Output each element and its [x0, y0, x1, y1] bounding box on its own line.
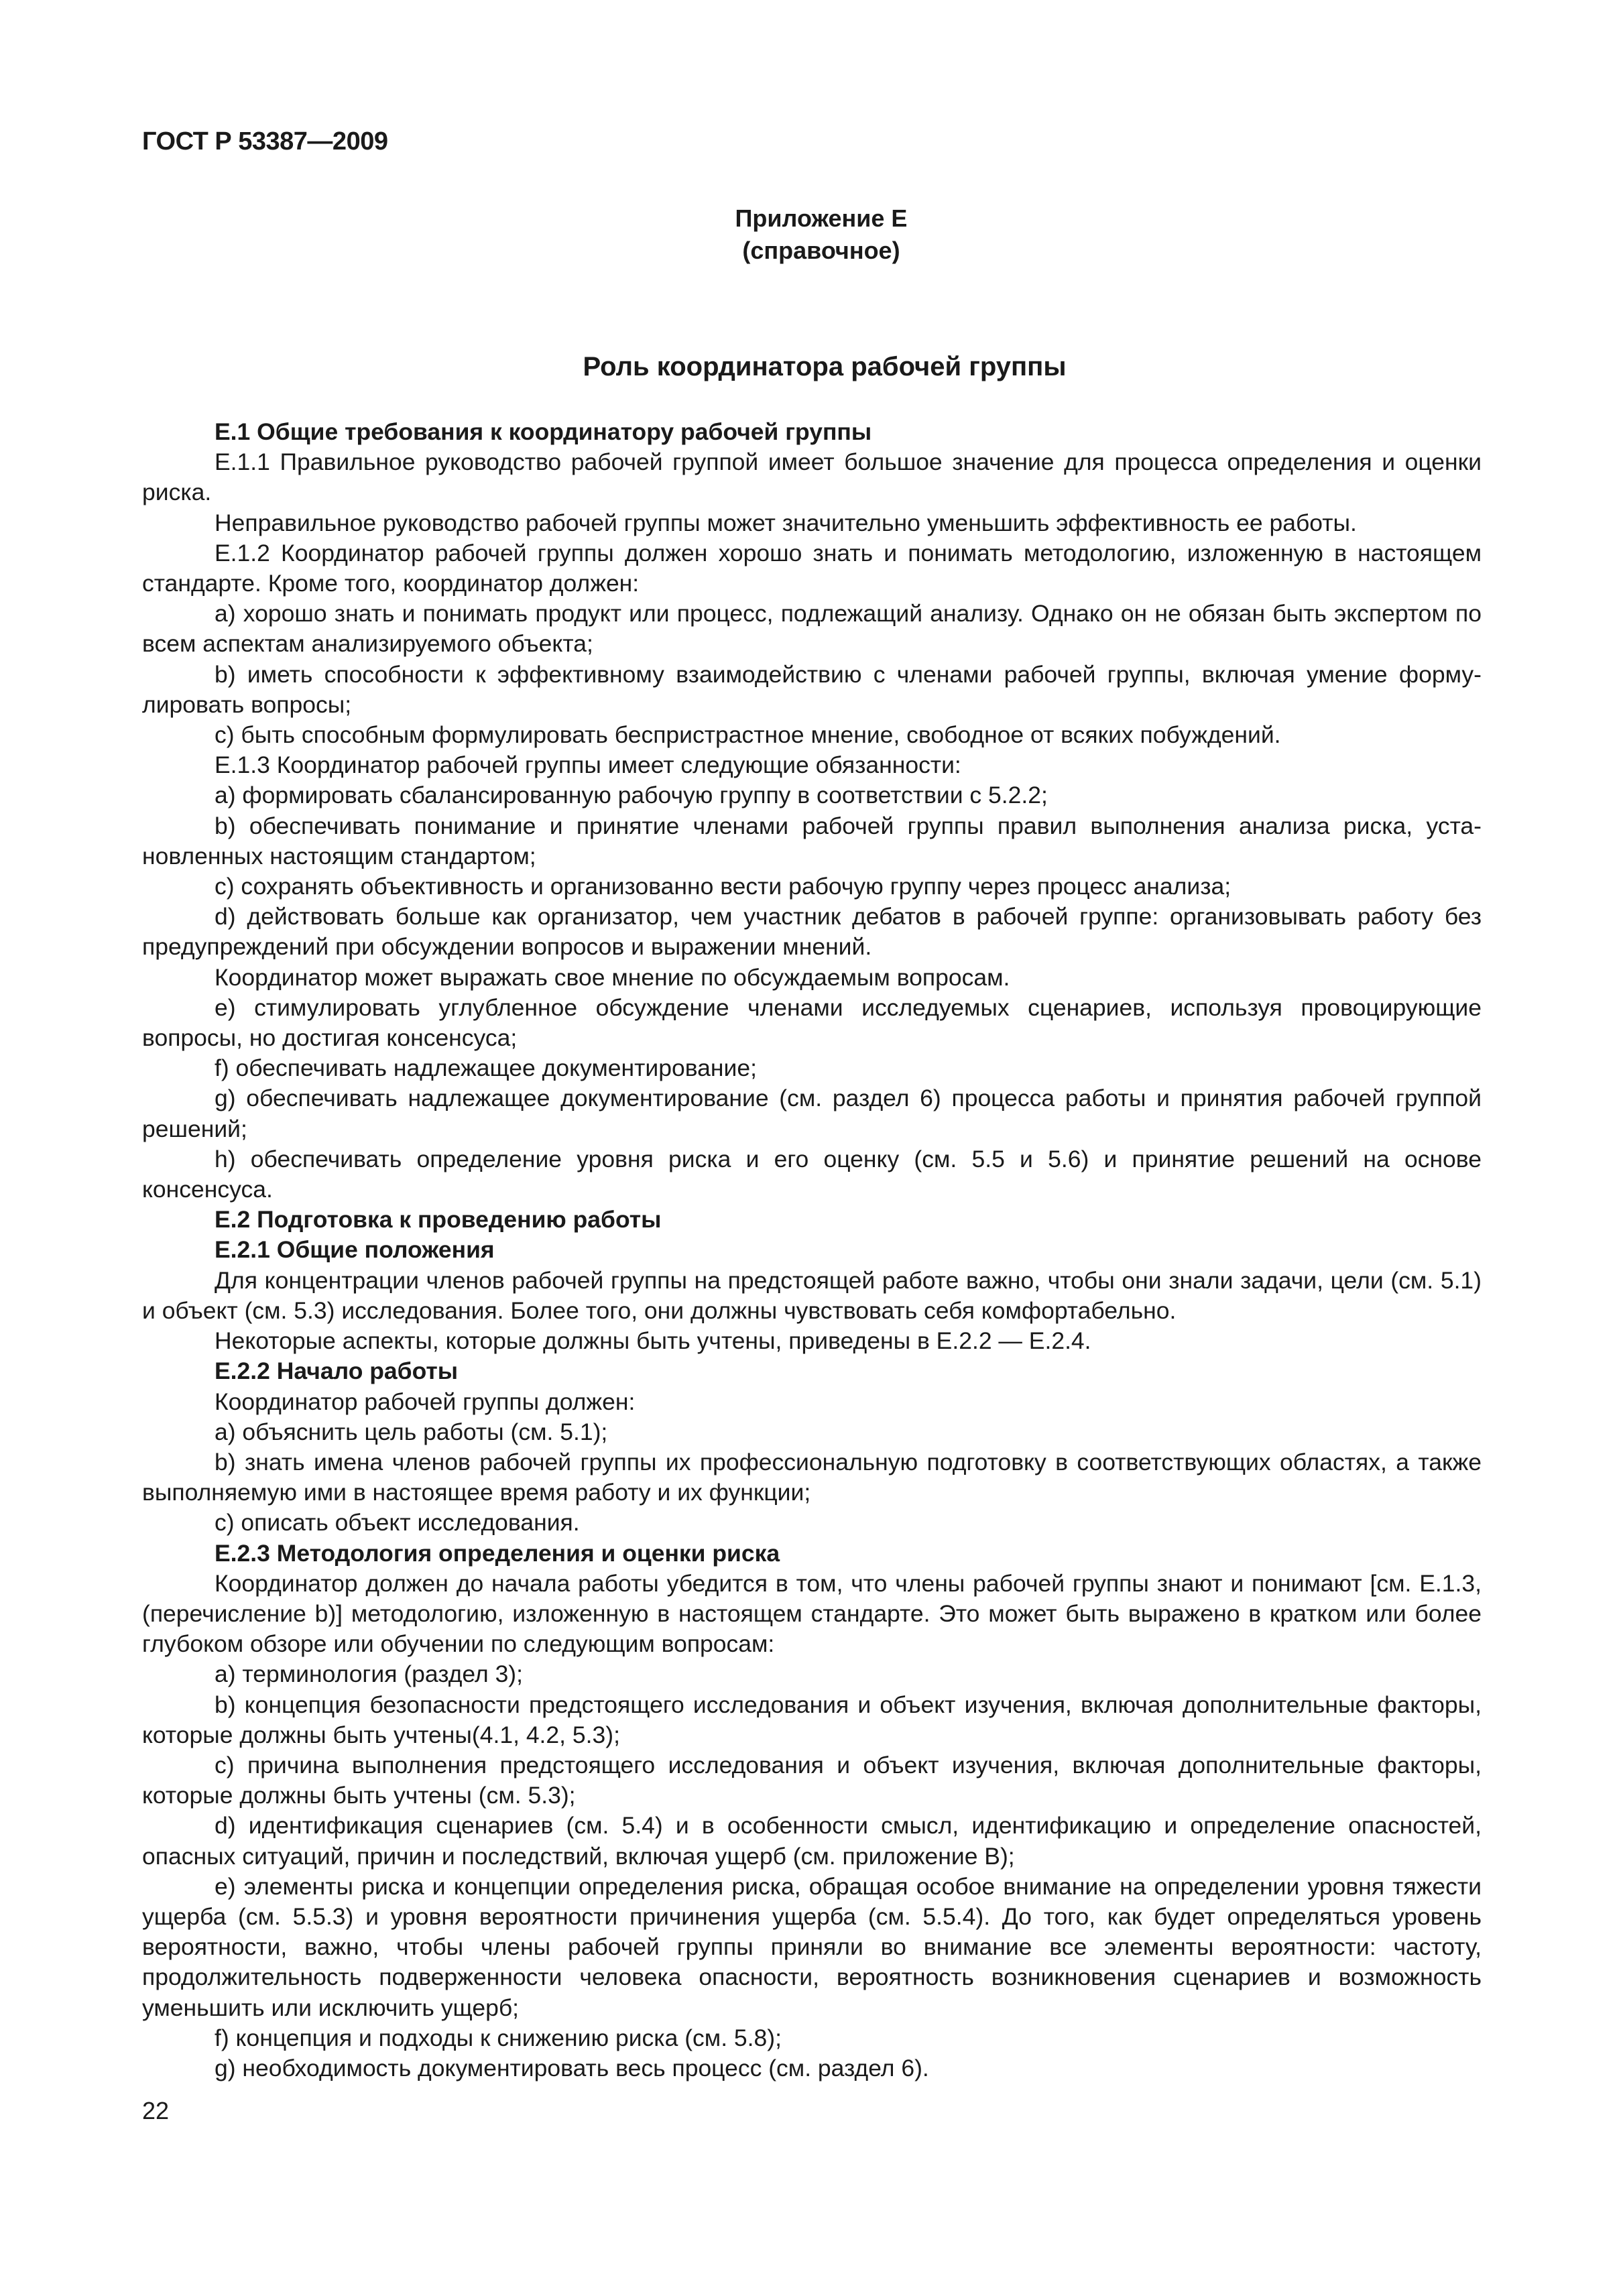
section-heading: Е.2.2 Начало работы — [215, 1357, 459, 1385]
section-heading: Е.2.3 Методология определения и оценки риска — [215, 1539, 780, 1567]
paragraph: Координатор может выражать свое мнение по обсуждаемым вопросам. — [215, 963, 1010, 991]
paragraph: Координатор должен до начала работы убедится в том, что члены рабочей группы знают и понимают [см. Е.1.3, (перечисление b)] методологию, изложенную в настоящем стандарте. Это может быть выражено в кратком или более глубоком обзоре или обучении по следующим вопросам: — [142, 1569, 1482, 1658]
paragraph: Е.1.1 Правильное руководство рабочей группой имеет большое значение для процесса определения и оценки риска. — [142, 448, 1482, 506]
document-code: ГОСТ Р 53387—2009 — [142, 127, 388, 156]
paragraph: е) элементы риска и концепции определения риска, обращая особое внимание на определении уровня тяжести ущерба (см. 5.5.3) и уровня вероятности причинения ущерба (см. 5.5.4). До того, как будет определяться уровень вероятности, важно, чтобы члены рабочей группы приняли во внимание все элементы вероятности: частоту, продолжительность подверженности человека опасности, вероятность возникновения сценариев и возможность уменьшить или исключить ущерб; — [142, 1872, 1482, 2021]
paragraph: Для концентрации членов рабочей группы на предстоящей работе важно, чтобы они знали задачи, цели (см. 5.1) и объект (см. 5.3) исследования. Более того, они должны чувствовать себя комфортабельно. — [142, 1266, 1482, 1324]
paragraph: f) концепция и подходы к снижению риска (см. 5.8); — [215, 2024, 782, 2051]
paragraph: h) обеспечивать определение уровня риска и его оценку (см. 5.5 и 5.6) и принятие решений на основе консенсуса. — [142, 1145, 1482, 1203]
paragraph: b) знать имена членов рабочей группы их профессиональную подготовку в соответствующих областях, а также выполняемую ими в настоящее время работу и их функции; — [142, 1448, 1482, 1506]
paragraph: е) стимулировать углубленное обсуждение членами исследуемых сценариев, используя провоцирующие вопросы, но достигая консенсуса; — [142, 993, 1482, 1052]
page-number: 22 — [142, 2097, 170, 2124]
paragraph: с) причина выполнения предстоящего исследования и объект изучения, включая дополнительные факторы, которые должны быть учтены (см. 5.3); — [142, 1751, 1482, 1809]
paragraph: Некоторые аспекты, которые должны быть учтены, приведены в Е.2.2 — Е.2.4. — [215, 1327, 1091, 1355]
paragraph: b) обеспечивать понимание и принятие членами рабочей группы правил выполнения анализа риска, установленных настоящим стандартом; — [142, 812, 1482, 869]
paragraph: g) необходимость документировать весь процесс (см. раздел 6). — [215, 2054, 929, 2081]
paragraph: с) описать объект исследования. — [215, 1509, 580, 1536]
paragraph: Е.1.3 Координатор рабочей группы имеет следующие обязанности: — [215, 751, 961, 779]
paragraph: с) быть способным формулировать беспристрастное мнение, свободное от всяких побуждений. — [215, 721, 1281, 749]
section-heading: Е.2 Подготовка к проведению работы — [215, 1206, 662, 1233]
annex-heading: Роль координатора рабочей группы — [583, 352, 1067, 381]
paragraph: Координатор рабочей группы должен: — [215, 1388, 636, 1415]
paragraph: d) идентификация сценариев (см. 5.4) и в особенности смысл, идентификацию и определение опасностей, опасных ситуаций, причин и последствий, включая ущерб (см. приложение В); — [142, 1812, 1482, 1870]
paragraph: а) объяснить цель работы (см. 5.1); — [215, 1418, 608, 1445]
paragraph: b) иметь способности к эффективному взаимодействию с членами рабочей группы, включая умение формулировать вопросы; — [142, 660, 1482, 718]
paragraph: Неправильное руководство рабочей группы может значительно уменьшить эффективность ее работы. — [215, 509, 1357, 536]
paragraph: а) формировать сбалансированную рабочую группу в соответствии с 5.2.2; — [215, 782, 1048, 809]
paragraph: а) терминология (раздел 3); — [215, 1660, 523, 1688]
paragraph: f) обеспечивать надлежащее документирование; — [215, 1054, 757, 1082]
paragraph: а) хорошо знать и понимать продукт или процесс, подлежащий анализу. Однако он не обязан быть экспертом по всем аспектам анализируемого объекта; — [142, 600, 1482, 658]
paragraph: g) обеспечивать надлежащее документирование (см. раздел 6) процесса работы и принятия рабочей группой решений; — [142, 1085, 1482, 1142]
section-heading: Е.2.1 Общие положения — [215, 1236, 495, 1264]
paragraph: d) действовать больше как организатор, чем участник дебатов в рабочей группе: организовывать работу без предупреждений при обсуждении вопросов и выражении мнений. — [142, 903, 1482, 961]
section-heading: Е.1 Общие требования к координатору рабочей группы — [215, 418, 872, 445]
body-text — [142, 417, 1482, 2083]
annex-title: Приложение Е — [735, 204, 908, 232]
annex-status: (справочное) — [742, 237, 900, 264]
paragraph: с) сохранять объективность и организованно вести рабочую группу через процесс анализа; — [215, 873, 1231, 900]
paragraph: Е.1.2 Координатор рабочей группы должен хорошо знать и понимать методологию, изложенную в настоящем стандарте. Кроме того, координатор должен: — [142, 539, 1482, 597]
paragraph: b) концепция безопасности предстоящего исследования и объект изучения, включая дополнительные факторы, которые должны быть учтены(4.1, 4.2, 5.3); — [142, 1691, 1482, 1748]
